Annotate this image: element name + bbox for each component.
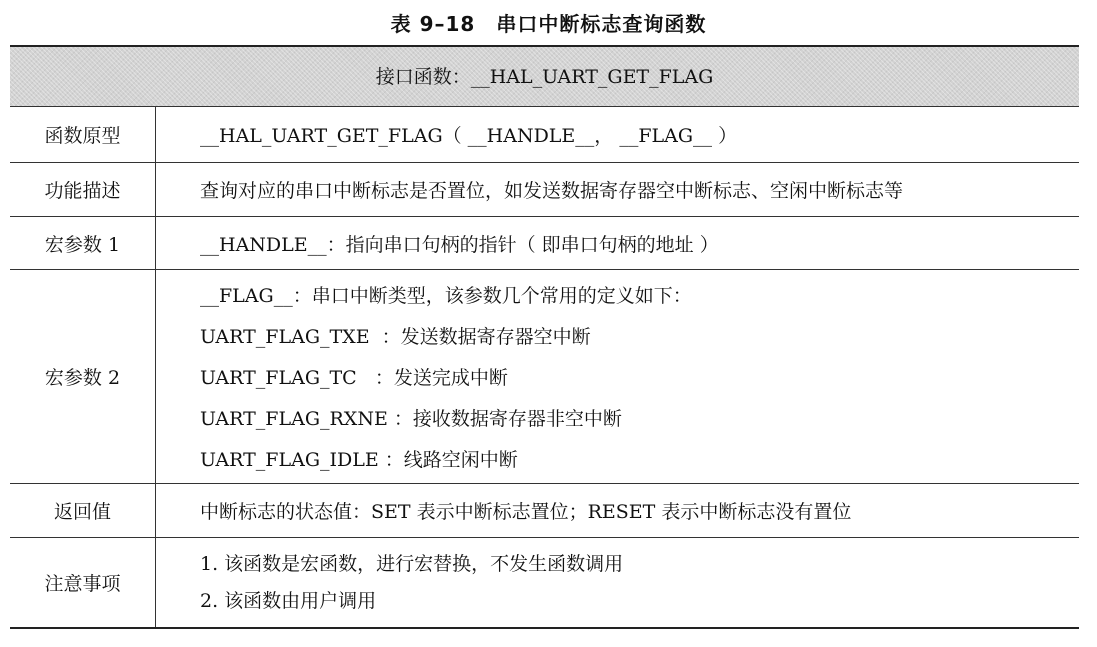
row-value (156, 484, 1079, 537)
table-row-description (10, 163, 1079, 217)
row-label: 宏参数 1 (10, 217, 156, 269)
row-label: 注意事项 (10, 538, 156, 627)
table-row-macro-param-1 (10, 217, 1079, 270)
flag-rxne-line: UART_FLAG_RXNE ：接收数据寄存器非空中断 (200, 408, 622, 430)
value-line: 中断标志的状态值：SET 表示中断标志置位；RESET 表示中断标志没有置位 (200, 501, 852, 523)
value-line: 查询对应的串口中断标志是否置位，如发送数据寄存器空中断标志、空闲中断标志等 (200, 180, 904, 202)
function-table (10, 45, 1079, 629)
table-row-notes (10, 538, 1079, 627)
flag-idle-line: UART_FLAG_IDLE ：线路空闲中断 (200, 449, 518, 471)
value-line: __HAL_UART_GET_FLAG（ __HANDLE__， __FLAG__ ） (200, 125, 738, 147)
note-line-2: 2. 该函数由用户调用 (200, 589, 377, 612)
row-value (156, 163, 1079, 216)
table-row-macro-param-2 (10, 270, 1079, 484)
table-row-prototype (10, 107, 1079, 163)
row-value (156, 270, 1079, 483)
row-label: 宏参数 2 (10, 270, 156, 483)
table-caption: 表 9–18 串口中断标志查询函数 (390, 12, 707, 36)
table-row-return-value (10, 484, 1079, 538)
row-label: 函数原型 (10, 107, 156, 162)
row-label: 功能描述 (10, 163, 156, 216)
row-value (156, 107, 1079, 162)
value-line: __HANDLE__：指向串口句柄的指针（ 即串口句柄的地址 ） (200, 233, 719, 256)
flag-tc-line: UART_FLAG_TC ：发送完成中断 (200, 367, 508, 389)
row-value (156, 217, 1079, 269)
flag-txe-line: UART_FLAG_TXE ：发送数据寄存器空中断 (200, 326, 591, 348)
row-value (156, 538, 1079, 627)
row-label: 返回值 (10, 484, 156, 537)
value-line: __FLAG__：串口中断类型，该参数几个常用的定义如下： (200, 285, 692, 307)
note-line-1: 1. 该函数是宏函数，进行宏替换，不发生函数调用 (200, 552, 624, 575)
table-header: 接口函数：__HAL_UART_GET_FLAG (10, 47, 1079, 107)
